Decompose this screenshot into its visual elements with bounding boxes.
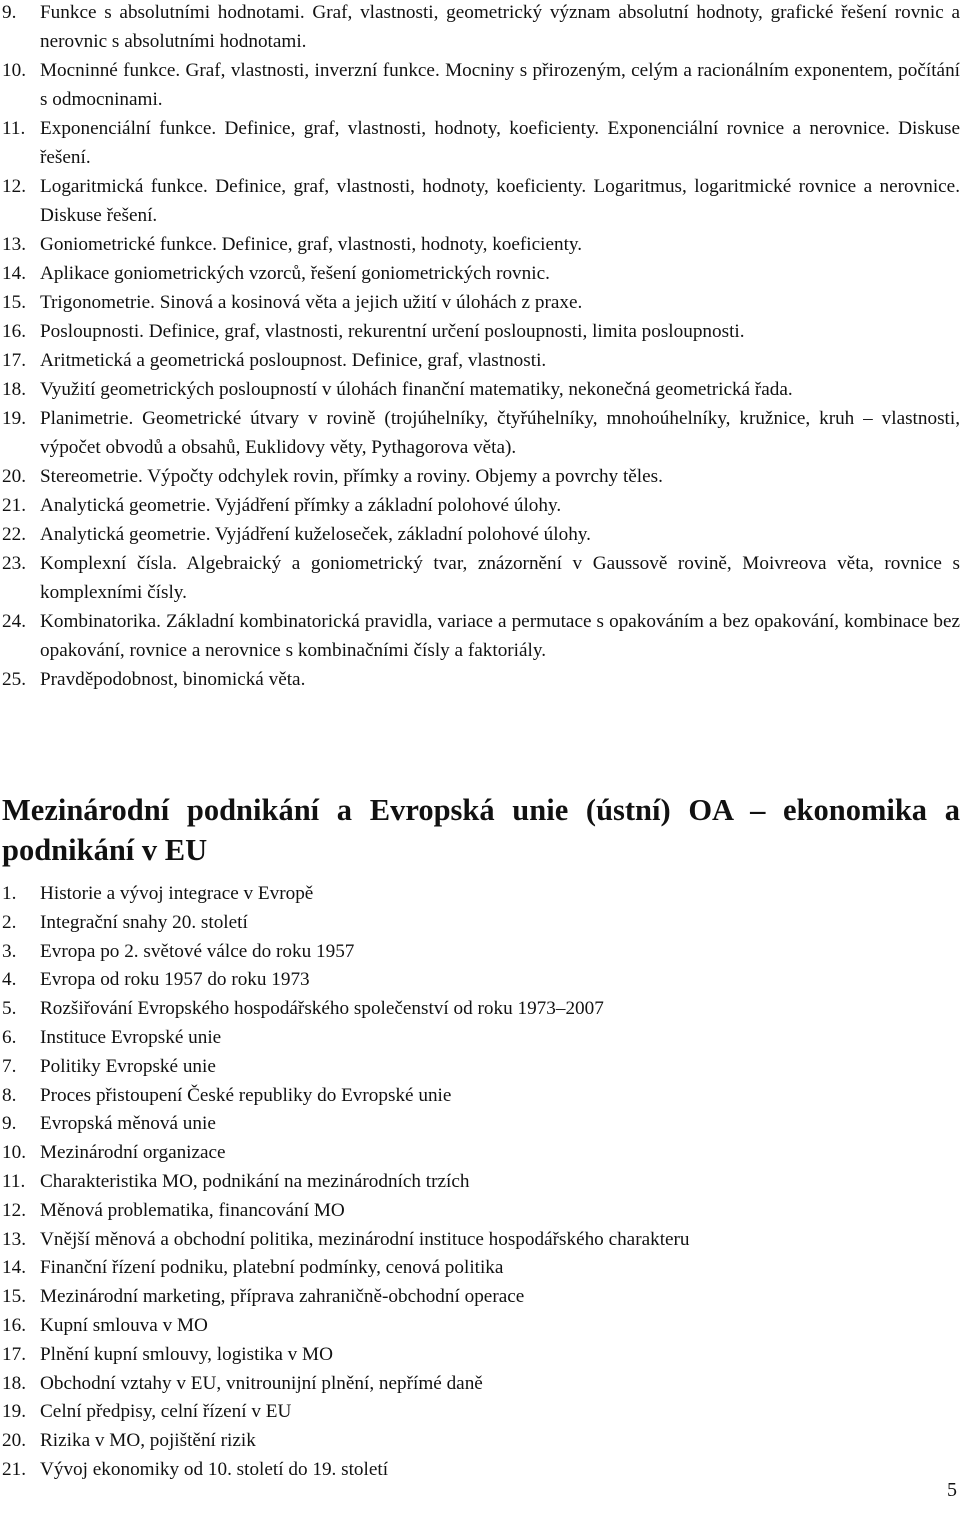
item-number: 21.: [2, 495, 26, 516]
item-number: 18.: [2, 379, 26, 400]
item-number: 6.: [2, 1026, 17, 1048]
item-number: 19.: [2, 408, 26, 429]
list-item: [0, 56, 960, 114]
item-text: Aritmetická a geometrická posloupnost. Definice, graf, vlastnosti.: [40, 350, 547, 371]
item-text: Vnější měnová a obchodní politika, mezinárodní instituce hospodářského charakteru: [40, 1228, 690, 1250]
item-text: Goniometrické funkce. Definice, graf, vlastnosti, hodnoty, koeficienty.: [40, 234, 583, 255]
list-item: [0, 114, 960, 172]
item-text: Charakteristika MO, podnikání na mezinárodních trzích: [40, 1170, 470, 1192]
list-item: [0, 259, 960, 288]
item-text: Logaritmická funkce. Definice, graf, vlastnosti, hodnoty, koeficienty. Logaritmus, logaritmické rovnice a nerovnice. Diskuse řešení.: [40, 176, 960, 226]
item-text: Plnění kupní smlouvy, logistika v MO: [40, 1343, 333, 1365]
list-item: [0, 1254, 960, 1283]
item-number: 19.: [2, 1401, 26, 1423]
list-item: [0, 995, 960, 1024]
item-number: 9.: [2, 2, 17, 23]
item-number: 12.: [2, 176, 26, 197]
list-item: [0, 1370, 960, 1399]
list-item: [0, 1427, 960, 1456]
list-item: [0, 1283, 960, 1312]
list-item: [0, 1226, 960, 1255]
eu-topics-list: [0, 880, 960, 1485]
list-item: [0, 317, 960, 346]
item-text: Historie a vývoj integrace v Evropě: [40, 883, 314, 904]
list-item: [0, 966, 960, 995]
item-text: Kupní smlouva v MO: [40, 1314, 208, 1336]
list-item: [0, 1197, 960, 1226]
list-item: [0, 1082, 960, 1111]
list-item: [0, 1024, 960, 1053]
item-text: Evropa od roku 1957 do roku 1973: [40, 969, 310, 991]
item-text: Posloupnosti. Definice, graf, vlastnosti, rekurentní určení posloupnosti, limita posloupnosti.: [40, 321, 745, 342]
item-text: Využití geometrických posloupností v úlohách finanční matematiky, nekonečná geometrická řada.: [40, 379, 793, 400]
section-heading: Mezinárodní podnikání a Evropská unie (ústní) OA – ekonomika a podnikání v EU: [2, 793, 960, 867]
list-item: [0, 665, 960, 694]
item-number: 11.: [2, 1170, 26, 1192]
list-item: [0, 172, 960, 230]
list-item: [0, 462, 960, 491]
list-item: [0, 230, 960, 259]
list-item: [0, 1168, 960, 1197]
item-text: Celní předpisy, celní řízení v EU: [40, 1401, 292, 1423]
item-text: Politiky Evropské unie: [40, 1055, 216, 1077]
list-item: [0, 1139, 960, 1168]
item-number: 15.: [2, 292, 26, 313]
page-number: 5: [947, 1479, 957, 1501]
item-number: 23.: [2, 553, 26, 574]
item-text: Kombinatorika. Základní kombinatorická pravidla, variace a permutace s opakováním a bez opakování, kombinace bez opakování, rovnice a nerovnice s kombinačními čísly a faktoriály.: [40, 611, 960, 661]
item-number: 10.: [2, 60, 26, 81]
list-item: [0, 1110, 960, 1139]
item-number: 20.: [2, 1430, 26, 1452]
list-item: [0, 1341, 960, 1370]
item-text: Planimetrie. Geometrické útvary v rovině (trojúhelníky, čtyřúhelníky, mnohoúhelníky, kružnice, kruh – vlastnosti, výpočet obvodů a obsahů, Euklidovy věty, Pythagorova věta).: [40, 408, 960, 458]
list-item: [0, 375, 960, 404]
list-item: [0, 1456, 960, 1485]
item-number: 12.: [2, 1199, 26, 1221]
item-number: 20.: [2, 466, 26, 487]
item-text: Integrační snahy 20. století: [40, 911, 248, 933]
item-text: Obchodní vztahy v EU, vnitrounijní plnění, nepřímé daně: [40, 1372, 483, 1394]
list-item: [0, 880, 960, 909]
item-text: Evropská měnová unie: [40, 1113, 216, 1135]
item-text: Instituce Evropské unie: [40, 1026, 222, 1048]
list-item: [0, 404, 960, 462]
list-item: [0, 491, 960, 520]
item-text: Proces přistoupení České republiky do Evropské unie: [40, 1084, 452, 1106]
item-number: 4.: [2, 969, 17, 991]
item-number: 11.: [2, 118, 26, 139]
item-number: 16.: [2, 321, 26, 342]
item-number: 13.: [2, 234, 26, 255]
item-number: 1.: [2, 883, 17, 904]
item-text: Vývoj ekonomiky od 10. století do 19. století: [40, 1458, 389, 1480]
item-number: 14.: [2, 1257, 26, 1279]
item-text: Finanční řízení podniku, platební podmínky, cenová politika: [40, 1257, 504, 1279]
item-number: 18.: [2, 1372, 26, 1394]
item-text: Měnová problematika, financování MO: [40, 1199, 345, 1221]
list-item: [0, 607, 960, 665]
item-text: Rozšiřování Evropského hospodářského společenství od roku 1973–2007: [40, 998, 604, 1020]
list-item: [0, 520, 960, 549]
item-number: 16.: [2, 1314, 26, 1336]
item-number: 21.: [2, 1458, 26, 1480]
item-number: 5.: [2, 998, 17, 1020]
item-text: Mezinárodní organizace: [40, 1142, 226, 1164]
list-item: [0, 0, 960, 56]
list-item: [0, 288, 960, 317]
item-text: Exponenciální funkce. Definice, graf, vlastnosti, hodnoty, koeficienty. Exponenciální rovnice a nerovnice. Diskuse řešení.: [40, 118, 960, 168]
item-text: Mezinárodní marketing, příprava zahraničně-obchodní operace: [40, 1286, 525, 1308]
item-text: Rizika v MO, pojištění rizik: [40, 1430, 256, 1452]
item-text: Stereometrie. Výpočty odchylek rovin, přímky a roviny. Objemy a povrchy těles.: [40, 466, 663, 487]
item-number: 8.: [2, 1084, 17, 1106]
item-number: 13.: [2, 1228, 26, 1250]
list-item: [0, 549, 960, 607]
item-number: 17.: [2, 1343, 26, 1365]
item-text: Aplikace goniometrických vzorců, řešení goniometrických rovnic.: [40, 263, 550, 284]
item-number: 17.: [2, 350, 26, 371]
item-text: Funkce s absolutními hodnotami. Graf, vlastnosti, geometrický význam absolutní hodnoty, grafické řešení rovnic a nerovnic s absolutními hodnotami.: [40, 2, 960, 52]
item-text: Analytická geometrie. Vyjádření přímky a základní polohové úlohy.: [40, 495, 562, 516]
item-text: Analytická geometrie. Vyjádření kuželoseček, základní polohové úlohy.: [40, 524, 591, 545]
item-number: 7.: [2, 1055, 17, 1077]
list-item: [0, 909, 960, 938]
item-number: 14.: [2, 263, 26, 284]
item-text: Komplexní čísla. Algebraický a goniometrický tvar, znázornění v Gaussově rovině, Moivreova věta, rovnice s komplexními čísly.: [40, 553, 960, 603]
item-number: 10.: [2, 1142, 26, 1164]
item-number: 2.: [2, 911, 17, 933]
list-item: [0, 1053, 960, 1082]
list-item: [0, 346, 960, 375]
item-number: 22.: [2, 524, 26, 545]
item-number: 25.: [2, 669, 26, 690]
item-number: 9.: [2, 1113, 17, 1135]
item-text: Pravděpodobnost, binomická věta.: [40, 669, 306, 690]
item-text: Mocninné funkce. Graf, vlastnosti, inverzní funkce. Mocniny s přirozeným, celým a racionálním exponentem, počítání s odmocninami.: [40, 60, 960, 110]
list-item: [0, 1312, 960, 1341]
math-topics-list: [0, 0, 960, 694]
list-item: [0, 1398, 960, 1427]
item-number: 15.: [2, 1286, 26, 1308]
item-text: Evropa po 2. světové válce do roku 1957: [40, 940, 355, 962]
list-item: [0, 938, 960, 967]
item-number: 24.: [2, 611, 26, 632]
item-number: 3.: [2, 940, 17, 962]
item-text: Trigonometrie. Sinová a kosinová věta a jejich užití v úlohách z praxe.: [40, 292, 583, 313]
